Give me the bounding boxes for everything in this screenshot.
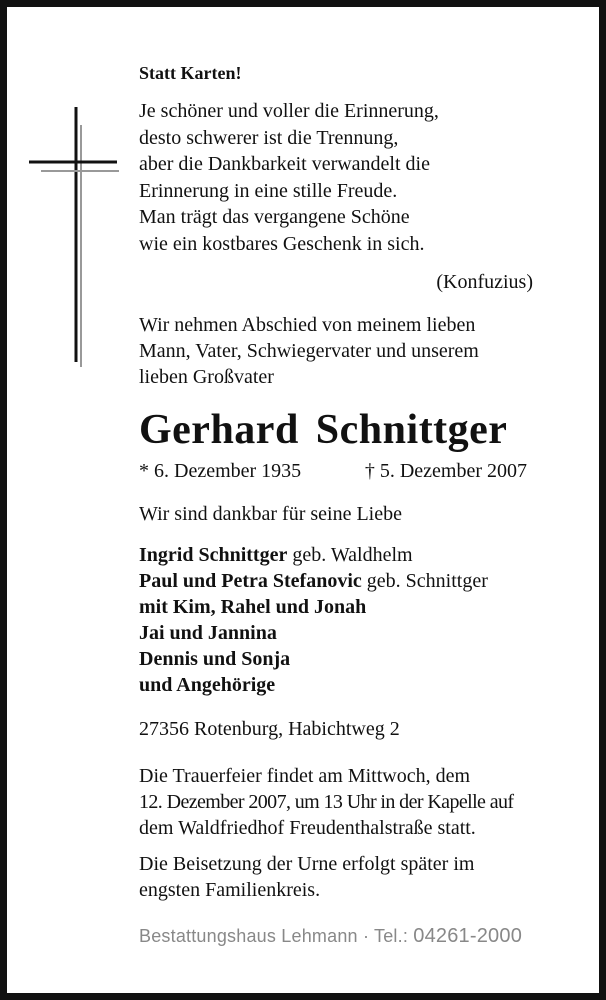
funeral-home-phone: 04261-2000 [413, 925, 523, 947]
funeral-home-name: Bestattungshaus Lehmann · Tel.: [139, 926, 414, 946]
address: 27356 Rotenburg, Habichtweg 2 [139, 718, 400, 740]
mourner-note: geb. Waldhelm [287, 544, 413, 566]
ceremony-line: 12. Dezember 2007, um 13 Uhr in der Kapelle auf [139, 791, 514, 813]
mourner-name: und Angehörige [139, 674, 276, 696]
urn-line: engsten Familienkreis. [139, 879, 321, 901]
death-date: † 5. Dezember 2007 [364, 460, 527, 482]
mourner-name: mit Kim, Rahel und Jonah [139, 596, 367, 618]
birth-date: * 6. Dezember 1935 [139, 460, 302, 482]
mourner-row [139, 672, 533, 698]
mourner-row [139, 542, 533, 568]
mourner-row [139, 594, 533, 620]
ceremony-line: dem Waldfriedhof Freudenthalstraße statt. [139, 817, 476, 839]
poem-line: Man trägt das vergangene Schöne [139, 206, 410, 228]
poem-line: desto schwerer ist die Trennung, [139, 126, 399, 149]
poem-line: Erinnerung in eine stille Freude. [139, 179, 398, 202]
poem-line: wie ein kostbares Geschenk in sich. [139, 232, 425, 255]
deceased-name: Gerhard Schnittger [139, 407, 508, 453]
mourner-row [139, 620, 533, 646]
mourners-list [139, 542, 533, 698]
mourner-name: Jai und Jannina [139, 622, 277, 644]
funeral-home-footer [139, 925, 549, 948]
life-dates [139, 460, 527, 483]
thanks-line: Wir sind dankbar für seine Liebe [139, 503, 402, 525]
funeral-service-info [139, 763, 533, 841]
intro-line: Wir nehmen Abschied von meinem lieben [139, 314, 476, 336]
cross-icon [29, 107, 119, 367]
poem-line: aber die Dankbarkeit verwandelt die [139, 153, 430, 175]
urn-burial-info [139, 851, 533, 903]
salutation: Statt Karten! [139, 63, 242, 83]
ceremony-line: Die Trauerfeier findet am Mittwoch, dem [139, 765, 471, 787]
intro-line: Mann, Vater, Schwiegervater und unserem [139, 340, 479, 362]
mourner-name: Dennis und Sonja [139, 648, 291, 670]
poem-attribution: (Konfuzius) [436, 271, 533, 293]
mourner-row [139, 646, 533, 672]
farewell-intro [139, 312, 533, 390]
mourner-name: Ingrid Schnittger [139, 544, 288, 566]
mourner-name: Paul und Petra Stefanovic [139, 570, 362, 592]
mourner-note: geb. Schnittger [361, 570, 488, 592]
notice-body [139, 63, 533, 903]
poem [139, 98, 533, 257]
mourner-row [139, 568, 533, 594]
poem-line: Je schöner und voller die Erinnerung, [139, 100, 439, 122]
intro-line: lieben Großvater [139, 366, 274, 388]
urn-line: Die Beisetzung der Urne erfolgt später im [139, 853, 475, 875]
